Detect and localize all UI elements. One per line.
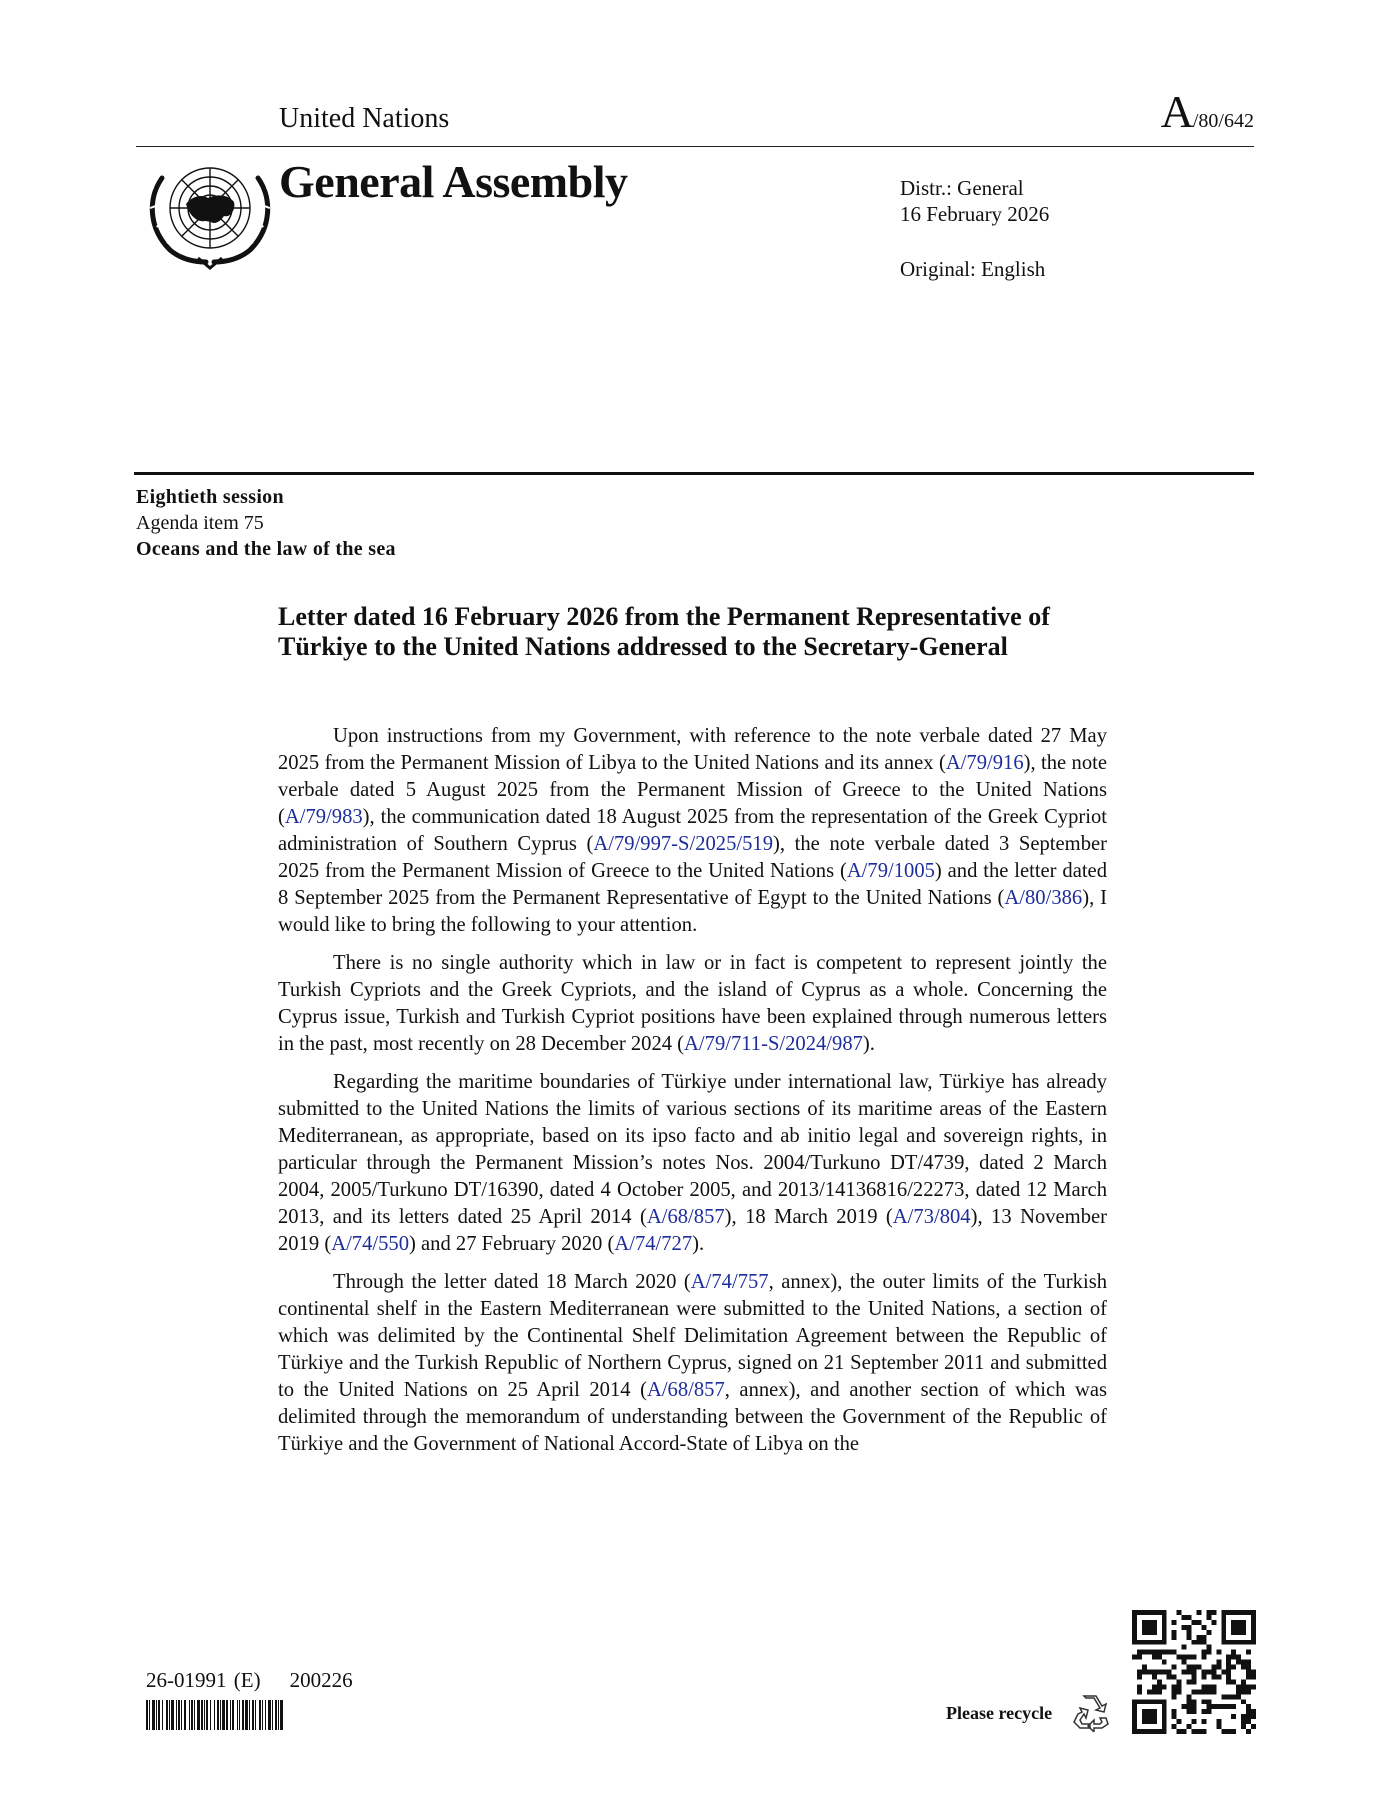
session-block bbox=[136, 484, 396, 562]
document-symbol-link[interactable]: A/68/857 bbox=[646, 1379, 725, 1401]
letter-body bbox=[278, 723, 1107, 1469]
job-number bbox=[146, 1668, 353, 1692]
document-symbol-link[interactable]: A/79/711-S/2024/987 bbox=[684, 1033, 863, 1055]
paragraph: Through the letter dated 18 March 2020 (A/74/757, annex), the outer limits of the Turkish continental shelf in the Eastern Mediterranean were submitted to the United Nations, a section of which was delimited by the Continental Shelf Delimitation Agreement between the Republic of Türkiye and the Turkish Republic of Northern Cyprus, signed on 21 September 2011 and submitted to the United Nations on 25 April 2014 (A/68/857, annex), and another section of which was delimited through the memorandum of understanding between the Government of the Republic of Türkiye and the Government of National Accord-State of Libya on the bbox=[278, 1271, 1107, 1455]
agenda-item: Agenda item 75 bbox=[136, 512, 264, 534]
session-rule bbox=[134, 472, 1254, 475]
document-symbol-link[interactable]: A/80/386 bbox=[1004, 887, 1083, 909]
paragraph: Regarding the maritime boundaries of Türkiye under international law, Türkiye has already submitted to the United Nations the limits of various sections of its maritime areas of the Eastern Mediterranean, as appropriate, based on its ipso facto and ab initio legal and sovereign rights, in particular through the Permanent Mission’s notes Nos. 2004/Turkuno DT/4739, dated 2 March 2004, 2005/Turkuno DT/16390, dated 4 October 2005, and 2013/14136816/22273, dated 12 March 2013, and its letters dated 25 April 2014 (A/68/857), 18 March 2019 (A/73/804), 13 November 2019 (A/74/550) and 27 February 2020 (A/74/727). bbox=[278, 1071, 1107, 1255]
job-number-value: 26-01991 (E) bbox=[146, 1668, 261, 1692]
job-date: 200226 bbox=[289, 1668, 353, 1692]
document-symbol-link[interactable]: A/73/804 bbox=[892, 1206, 971, 1228]
recycle-label: Please recycle bbox=[946, 1703, 1053, 1723]
recycle-icon bbox=[1070, 1690, 1112, 1732]
organization-label: United Nations bbox=[279, 103, 450, 134]
symbol-suffix: /80/642 bbox=[1192, 110, 1254, 132]
document-symbol-link[interactable]: A/74/757 bbox=[690, 1271, 769, 1293]
document-symbol-link[interactable]: A/79/997-S/2025/519 bbox=[593, 833, 774, 855]
distribution-block bbox=[900, 175, 1049, 227]
paragraph: Upon instructions from my Government, with reference to the note verbale dated 27 May 2025 from the Permanent Mission of Libya to the United Nations and its annex (A/79/916), the note verbale dated 5 August 2025 from the Permanent Mission of Greece to the United Nations (A/79/983), the communication dated 18 August 2025 from the representation of the Greek Cypriot administration of Southern Cyprus (A/79/997-S/2025/519), the note verbale dated 3 September 2025 from the Permanent Mission of Greece to the United Nations (A/79/1005) and the letter dated 8 September 2025 from the Permanent Representative of Egypt to the United Nations (A/80/386), I would like to bring the following to your attention. bbox=[278, 725, 1108, 936]
document-title: Letter dated 16 February 2026 from the Permanent Representative of Türkiye to the United Nations addressed to the Secretary-General bbox=[278, 602, 1050, 661]
symbol-prefix: A bbox=[1160, 86, 1193, 137]
document-symbol-link[interactable]: A/68/857 bbox=[646, 1206, 725, 1228]
qr-code-icon bbox=[1132, 1610, 1256, 1734]
header-rule bbox=[136, 146, 1254, 147]
session-name: Eightieth session bbox=[136, 486, 284, 508]
original-language: Original: English bbox=[900, 257, 1046, 281]
un-emblem-icon bbox=[142, 158, 278, 270]
body-name: General Assembly bbox=[279, 156, 628, 207]
document-symbol-link[interactable]: A/79/1005 bbox=[846, 860, 935, 882]
document-symbol-link[interactable]: A/74/550 bbox=[331, 1233, 410, 1255]
paragraph: There is no single authority which in law or in fact is competent to represent jointly the Turkish Cypriots and the Greek Cypriots, and the island of Cyprus as a whole. Concerning the Cyprus issue, Turkish and Turkish Cypriot positions have been explained through numerous letters in the past, most recently on 28 December 2024 (A/79/711-S/2024/987). bbox=[278, 952, 1107, 1055]
barcode-icon bbox=[146, 1700, 379, 1730]
distribution: Distr.: General bbox=[900, 176, 1024, 200]
agenda-title: Oceans and the law of the sea bbox=[136, 538, 396, 560]
document-symbol-link[interactable]: A/79/916 bbox=[945, 752, 1024, 774]
document-symbol bbox=[1160, 86, 1254, 143]
document-date: 16 February 2026 bbox=[900, 202, 1050, 226]
document-symbol-link[interactable]: A/79/983 bbox=[284, 806, 363, 828]
document-symbol-link[interactable]: A/74/727 bbox=[614, 1233, 693, 1255]
